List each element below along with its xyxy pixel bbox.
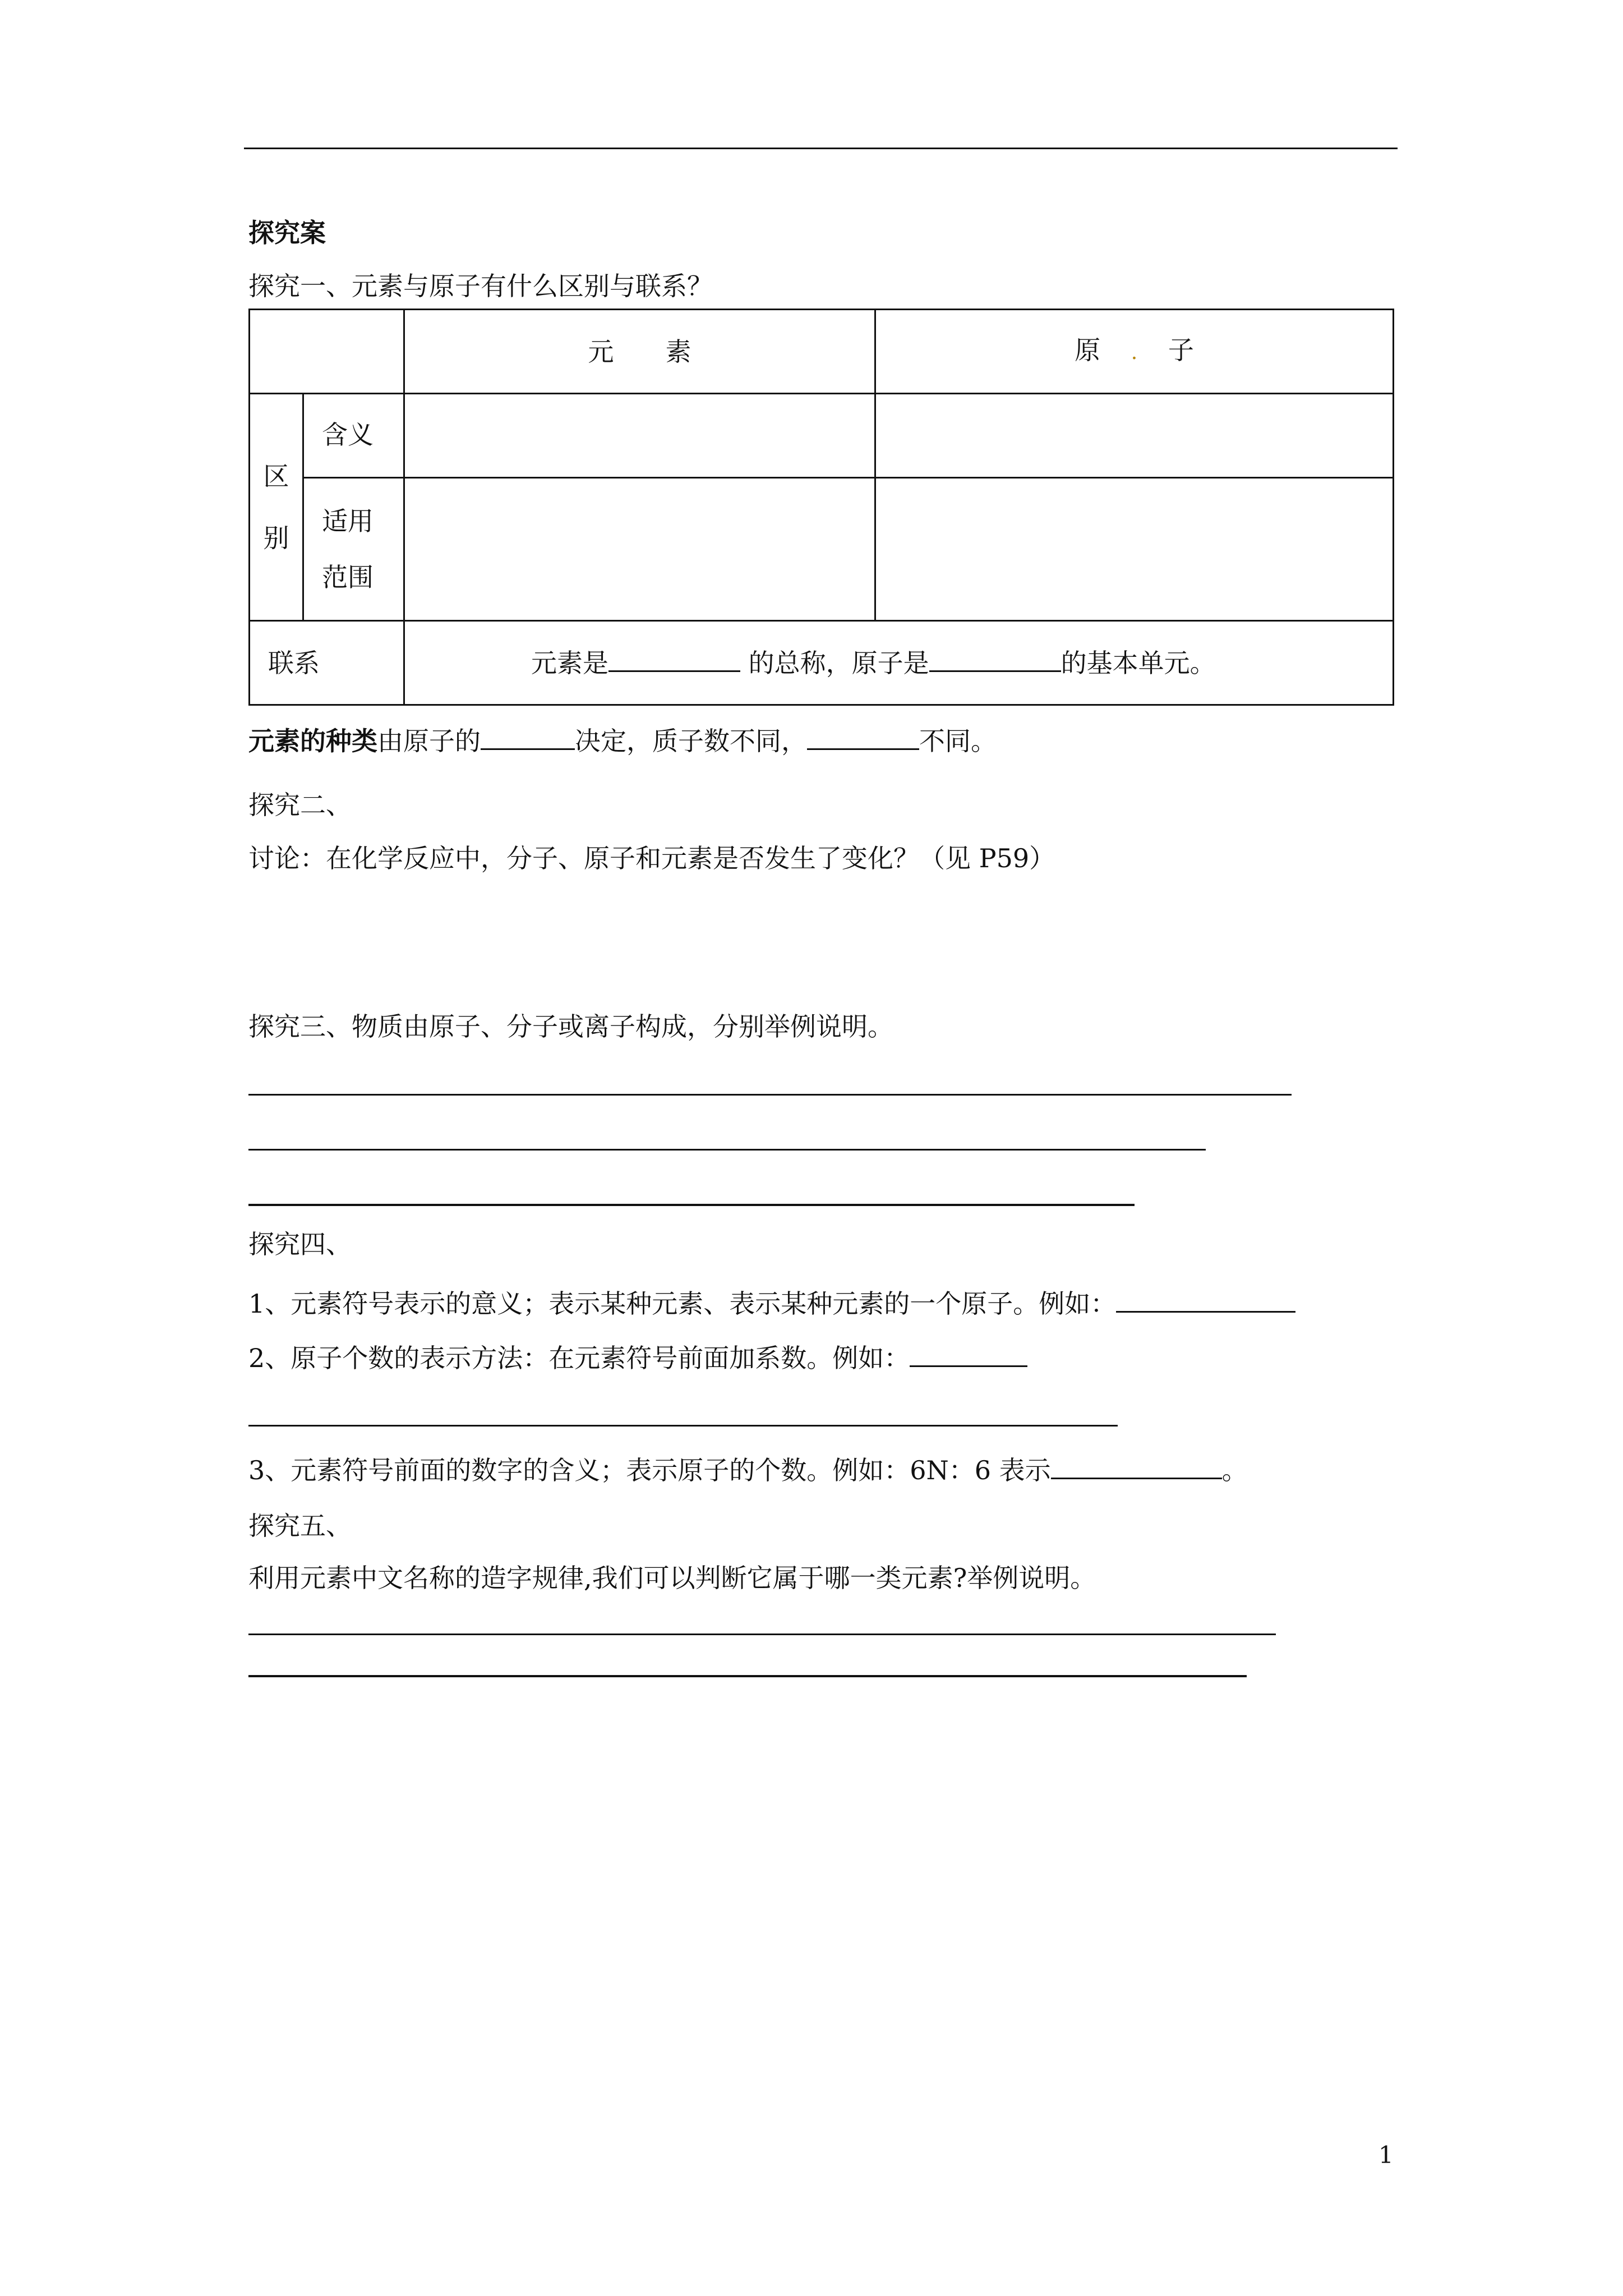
header-atom-right: 子 [1168,335,1194,365]
header-element: 元 素 [404,310,875,394]
cell-element-scope [404,478,875,621]
inquiry4-item2: 2、原子个数的表示方法：在元素符号前面加系数。例如： [248,1341,1027,1375]
table-corner-cell [250,310,404,394]
blank-relation-2[interactable] [929,646,1061,672]
answer-line-3c[interactable] [248,1204,1135,1206]
inquiry4-title: 探究四、 [248,1229,352,1259]
blank-item1[interactable] [1116,1286,1295,1313]
blank-kind-2[interactable] [807,724,919,750]
answer-line-3a[interactable] [248,1094,1292,1096]
answer-line-5a[interactable] [248,1634,1276,1635]
inquiry2-discussion: 讨论：在化学反应中，分子、原子和元素是否发生了变化？（见 P59） [248,843,1055,873]
element-kind-line: 元素的种类由原子的 决定，质子数不同， 不同。 [248,724,997,758]
inquiry4-item1: 1、元素符号表示的意义；表示某种元素、表示某种元素的一个原子。例如： [248,1286,1295,1320]
cell-relation: 元素是 的总称，原子是 的基本单元。 [404,621,1394,705]
inquiry2-title: 探究二、 [248,790,352,820]
cell-element-meaning [404,394,875,478]
header-rule [244,148,1398,149]
cell-atom-scope [875,478,1394,621]
blank-kind-1[interactable] [481,724,575,750]
inquiry5-question: 利用元素中文名称的造字规律,我们可以判断它属于哪一类元素?举例说明。 [248,1563,1096,1593]
header-atom-left: 原 [1075,335,1101,365]
group-difference-cell [250,394,303,621]
row-label-scope: 适用 范围 [303,478,404,621]
blank-item2[interactable] [910,1341,1027,1367]
page-number: 1 [1378,2141,1394,2169]
answer-line-4[interactable] [248,1425,1118,1427]
blank-relation-1[interactable] [608,646,740,672]
answer-line-5b[interactable] [248,1675,1247,1677]
inquiry4-item3: 3、元素符号前面的数字的含义；表示原子的个数。例如：6N：6 表示 。 [248,1453,1248,1487]
element-atom-table [248,309,1394,706]
group-difference-top: 区 [263,461,289,491]
group-difference-bottom: 别 [263,523,289,553]
section-heading: 探究案 [248,218,326,248]
cell-atom-meaning [875,394,1394,478]
header-atom-dot: . [1131,341,1138,364]
inquiry5-title: 探究五、 [248,1511,352,1541]
row-label-meaning: 含义 [303,394,404,478]
inquiry1-title: 探究一、元素与原子有什么区别与联系？ [248,271,713,301]
blank-item3[interactable] [1051,1453,1222,1479]
answer-line-3b[interactable] [248,1149,1206,1151]
inquiry3-title: 探究三、物质由原子、分子或离子构成，分别举例说明。 [248,1011,893,1042]
header-atom [875,310,1394,394]
row-label-relation: 联系 [250,621,404,705]
